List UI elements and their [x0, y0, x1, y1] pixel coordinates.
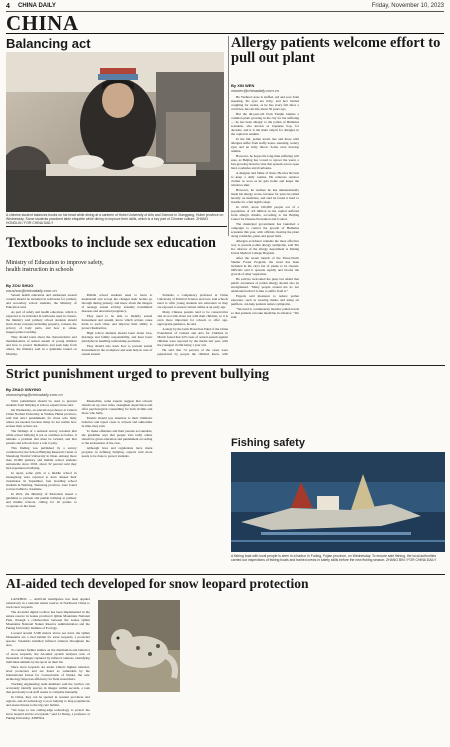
paragraph: However, he realizes he has unintentionally made his allergy worse, because for years he relied heavily on medicine, and said he found it hard to breathe for a full night's sleep.	[231, 188, 299, 205]
paragraph: Strict punishment should be used to prevent students from bullying at school, experts have said.	[6, 399, 77, 408]
balancing-photo	[6, 52, 224, 212]
page-number: 4	[6, 3, 10, 10]
paragraph: This finding was published by a survey conducted by the School Bullying Research Center at Shandong Normal University in Jinan. Among more than 10,000 primary and middle school students nationwide since 2018, about 32 percent said they had experienced bullying.	[6, 445, 77, 471]
paragraph: The findings of a national survey revealed that while school bullying is not as common as before, it remains a problem that must be tackled, and that parents and schools have a role to play.	[6, 428, 77, 446]
sexed-deck: Ministry of Education to improve safety, health instruction in schools	[6, 260, 104, 273]
leopard-photo	[98, 600, 180, 692]
issue-date: Friday, November 10, 2023	[371, 3, 444, 9]
sexed-byline	[6, 283, 106, 293]
paragraph: "We need to continuously monitor pollen levels so that patients can take medicine in advance," Yin said.	[231, 306, 299, 319]
balancing-headline: Balancing act	[6, 36, 91, 51]
paragraph: He Yazhuo's nose is stuffed, red and sore from sneezing, his eyes are itchy, and he's battled coughing for weeks, as he has every fall since a cold blew into his life about 30 years ago.	[231, 95, 299, 112]
paragraph: He said he welcomed the plan, but added that public awareness of pollen allergy should also be strengthened. "Many people around me do not understand what it is like to suffer from it."	[231, 276, 299, 294]
paragraph: Allergen avoidance remains the most effective way to prevent pollen allergy symptoms, said Yin Jia, director of the allergy department at Peking Union Medical College Hospital.	[231, 238, 299, 256]
paragraph: As part of safety and health education, which is expected to be included in textbooks used in classes, the ministry said primary school students should learn about concepts including property, consent, the privacy of body parts, and how to refuse inappropriate touching.	[6, 309, 77, 335]
bullying-headline: Strict punishment urged to prevent bullying	[6, 367, 270, 382]
paragraph: To conduct further studies on the distribution and behavior of snow leopards, the AI-aided system analyzes tens of thousands of images captured by infrared cameras, identifying individual animals by the spots on their fur.	[6, 647, 90, 665]
leopard-body	[6, 597, 445, 742]
paragraph: In the fall, pollen levels rise and those with allergies suffer from stuffy noses, sneezing, watery eyes and an itchy throat. Some even develop asthma.	[231, 137, 299, 154]
allergy-byline-name: By XIN WEN	[231, 83, 255, 88]
paragraph: In China, they can be spotted in western provinces and regions, and AI technology is now helping to map populations and assess threats to the big cats' habitat.	[6, 694, 90, 707]
section-rule	[6, 33, 444, 34]
paragraph: Sexual health education and antisexual assault content should be included in textbooks for primary and secondary school students, the Ministry of Education said.	[6, 293, 77, 310]
section-rule-bullying	[6, 365, 445, 366]
section-rule-sexed	[6, 226, 227, 227]
paragraph: To make offenders and their parents accountable, the guideline says that people who bully others should be given education and punishment according to the seriousness of the case.	[81, 428, 153, 446]
paragraph: In 2016, about 100,000 people out of a population of 4.6 million in the capital suffered from allergic rhinitis, according to the Beijing Center for Disease Prevention and Control.	[231, 205, 299, 222]
paragraph: Many Chinese parents tend to be conservative and do not talk about sex with their children, so it is even more important for schools to offer age-appropriate guidance, he said.	[157, 309, 228, 327]
paragraph: High school students should learn about love, marriage and family responsibility, and have basic principles in handling relationship problems.	[81, 331, 153, 344]
paragraph: The AI-aided digital toolbox has been implemented in the nature reserve in Gansu province's Qilian Mountains National Park, through a collaboration between the Gansu Qilian Mountains National Nature Reserve Administration and the Peking University Institute of Ecology.	[6, 609, 90, 631]
allergy-byline	[231, 83, 331, 93]
paragraph: He said that 74 percent of the cases were perpetrated by people the children knew, with	[157, 348, 228, 357]
paragraph: A designer and father of three, He tries his best to keep a daily routine. He removes outdoor clothes as soon as he gets home and keeps the windows shut.	[231, 171, 299, 188]
paragraph: But the 46-year-old from Tianjin blames a common plant growing in the city for his suffering — he has been allergic to the pollen of Humulus scandens, also known as Japanese hop, for decades, and it is the main culprit for allergies in the capital in autumn.	[231, 111, 299, 137]
bullying-body	[6, 399, 228, 509]
sexed-byline-email: zoushuo@chinadaily.com.cn	[6, 288, 57, 293]
paragraph: LANZHOU — Artificial intelligence has been applied extensively in a national nature reserve in Northwest China to track snow leopards.	[6, 597, 90, 610]
paragraph: Students, a compulsory professor at China University of Political Science and Law, said schools need to offer young students sex education as they are exposed to sexual content online at an early age.	[157, 293, 228, 310]
sexed-byline-name: By ZOU SHUO	[6, 283, 34, 288]
section-rule-leopard	[6, 574, 445, 575]
paragraph: Experts said measures to reduce pollen exposure, such as wearing masks and using air purifiers, can help patients reduce symptoms.	[231, 293, 299, 307]
allergy-byline-email: xinwen@chinadaily.com.cn	[231, 88, 280, 93]
bullying-byline-email: zhaoxinying@chinadaily.com.cn	[6, 392, 63, 397]
paragraph: After the recent launch of the Three-North Shelter Forest Program, the weed has been included in the city's list of plants to be cleared. Officials said it spreads rapidly and blocks the growth of other vegetation.	[231, 255, 299, 277]
paragraph: However, he hopes his long-time suffering will ease, as Beijing has vowed to uproot the weed, a fast-growing invasive vine that spreads across open land, roadsides and riverbanks.	[231, 154, 299, 171]
paragraph: Located around 3,500 meters above sea level, the Qilian Mountains are a vital habitat for snow leopards, a protected species. Scientists installed infrared cameras throughout the area.	[6, 630, 90, 648]
paragraph: Middle school students need to learn to understand and accept the changes their bodies go through during puberty, and know about the dangers of teenage sexual activity, sexually transmitted diseases and unwanted pregnancy.	[81, 293, 153, 314]
column-divider	[228, 36, 229, 236]
paragraph: A study by the Girls Protection Fund of the China Foundation of Culture and Arts for Children in March found that 223 cases of sexual assault against children were reported by the media last year, with the youngest victim being 1 year old.	[157, 326, 228, 348]
sexed-headline: Textbooks to include sex education	[6, 235, 216, 251]
section-title: CHINA	[6, 11, 79, 35]
paragraph: Meanwhile, some experts suggest that schools should set up clear rules, strengthen supervision and offer psychological counselling for both victims and those who bully.	[81, 399, 153, 416]
masthead	[0, 0, 450, 35]
paragraph: In 2021, the Ministry of Education issued a guideline to prevent and punish bullying at primary and middle schools, calling for all parties to cooperate on the issue.	[6, 492, 77, 509]
bullying-byline	[6, 387, 106, 397]
paragraph: Tracking engineering team members said the toolbox can accurately identify species in images within seconds, a task that previously took staff weeks to complete manually.	[6, 681, 90, 695]
paragraph: Since snow leopards are under China's highest national-level protection and are listed as vulnerable by the International Union for Conservation of Nature, the new technology improves efficiency for field researchers.	[6, 664, 90, 682]
fishing-caption: A fishing boat with local people is seen in a harbor in Fuding, Fujian province, on Wednesday. To ensure safe fishing, the local authorities carried out inspections of fishing boats and trained crews in safety skills before the new fishing season. ZHANG BIN / FOR CHINA DAILY	[231, 554, 437, 563]
balancing-caption: A chinese student balances books on his head while dining at a canteen of Hubei University of Arts and Science in Xiangyang, Hubei province on Wednesday. Some students practiced table etiquette while dining to improve their skills, which is a key part of Chinese culture. ZHANG HONGLIN / FOR CHINA DAILY	[6, 213, 224, 226]
paragraph: On Wednesday, an education professor at Central China Normal University in Wuhan, Hubei province, said that strict punishments for those who bully others are needed, because many do not realize how serious their actions are.	[6, 407, 77, 429]
paragraph: They should learn about the characteristics and manifestations of sexual assault of young children and how to protect themselves and seek help from others, the ministry said in a guideline issued on Monday.	[6, 335, 77, 356]
leopard-headline: AI-aided tech developed for snow leopard protection	[6, 576, 309, 591]
paragraph: "We hope to use cutting-edge technology to protect the snow leopard and its ecosystem," said Li Sheng, a professor at Peking University. XINHUA	[6, 707, 90, 720]
paragraph: Parents should pay attention to their children's behavior and report cases to schools and authorities in time, they said.	[81, 415, 153, 429]
fishing-headline: Fishing safety	[231, 437, 305, 449]
paper-name: CHINA DAILY	[18, 3, 56, 9]
paragraph: They should also learn how to prevent sexual harassment in the workplace and seek help in case of sexual assault.	[81, 343, 153, 357]
bullying-byline-name: By ZHAO XINYING	[6, 387, 42, 392]
paragraph: In April, some girls at a middle school in Guangdong were reported to have abused their classmates. In September, four boarding school students in Weifang, Shandong province, were found to have bullied a classmate.	[6, 470, 77, 492]
fishing-photo	[231, 452, 445, 552]
paragraph: The municipal government has launched a campaign to control the growth of Humulus scandens this year, with officials clearing the plant along roadsides, parks and green belts.	[231, 221, 299, 239]
sexed-body	[6, 293, 228, 362]
allergy-headline: Allergy patients welcome effort to pull out plant	[231, 35, 441, 66]
paragraph: Although laws and regulations have made progress in defining bullying, experts said more needs to be done to protect students.	[81, 445, 153, 458]
paragraph: They need to be able to identify sexual harassment and assault, know which actions cause harm to each other, and improve their ability to protect themselves.	[81, 314, 153, 331]
